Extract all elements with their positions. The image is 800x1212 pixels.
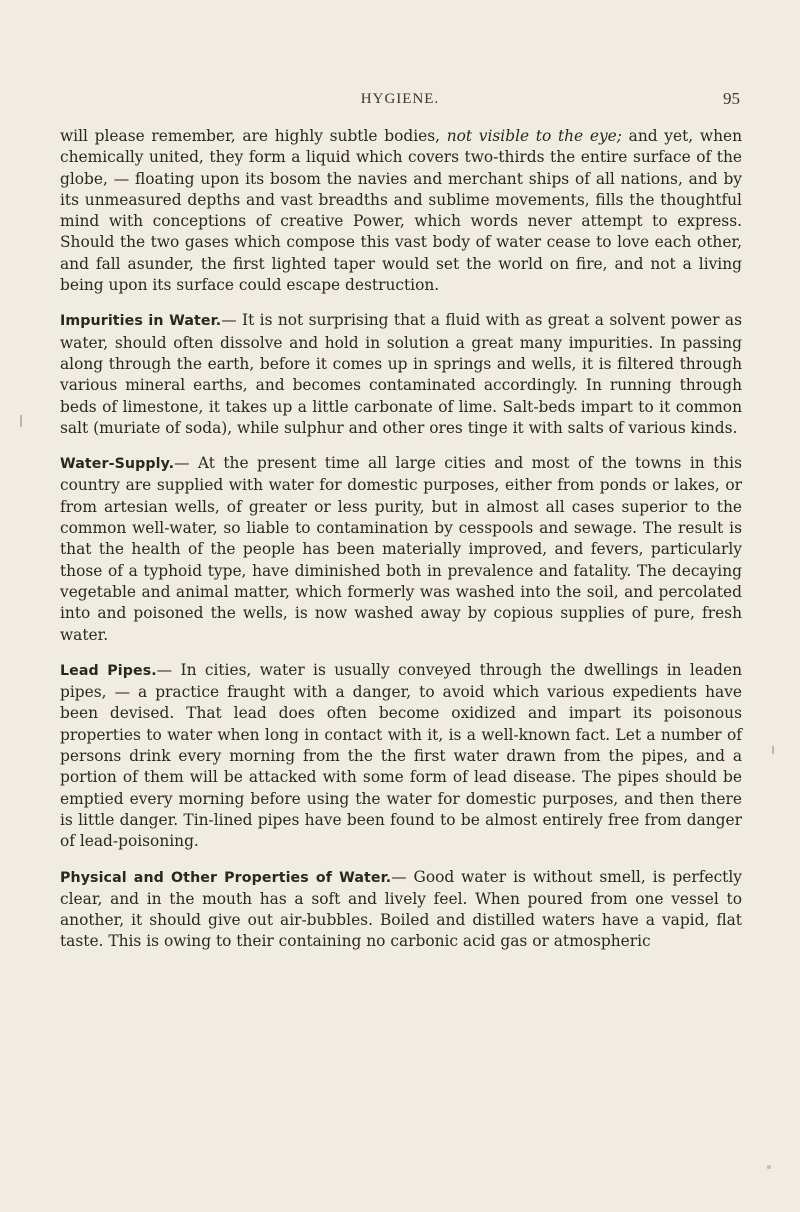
paragraph-intro [60,126,742,296]
paragraph-lead-pipes [60,660,742,853]
paragraph-intro-emphasis: not visible to the eye; [446,127,622,145]
heading-water-supply: Water-Supply. [60,456,175,473]
heading-dash: — [221,311,237,330]
margin-mark [772,746,774,754]
heading-impurities-in-water: Impurities in Water. [60,313,222,330]
paragraph-intro-text-a: will please remember, are highly subtle bodies, [60,127,447,145]
paragraph-intro-text-b: and yet, when chemically united, they form a liquid which covers two-thirds the entire surface of the globe, — floating upon its bosom the navies and merchant ships of all nations, and by its unmeasured depths and vast breadths and sublime movements, fills the thoughtful mind with conceptions of creative Power, which words never attempt to express. Should the two gases which compose this vast body of water cease to love each other, and fall asunder, the first lighted taper would set the world on fire, and not a living being upon its surface could escape destruction. [60,127,742,295]
paragraph-lead-pipes-text: In cities, water is usually conveyed through the dwellings in leaden pipes, — a practice fraught with a danger, to avoid which various expedients have been devised. That lead does often become oxidized and impart its poisonous properties to water when long in contact with it, is a well-known fact. Let a number of persons drink every morning from the the first water drawn from the pipes, and a portion of them will be attacked with some form of lead disease. The pipes should be emptied every morning before using the water for domestic purposes, and then there is little danger. Tin-lined pipes have been found to be almost entirely free from danger of lead-poisoning. [60,660,743,851]
heading-dash: — [156,660,173,679]
margin-mark [767,1165,771,1169]
page-number: 95 [723,89,740,108]
heading-physical-properties: Physical and Other Properties of Water. [60,869,392,886]
heading-dash: — [391,867,407,886]
paragraph-impurities [60,310,742,439]
heading-dash: — [174,454,190,473]
body-text [60,126,742,967]
paragraph-water-supply-text: At the present time all large cities and most of the towns in this country are supplied with water for domestic purposes, either from ponds or lakes, or from artesian wells, of greater or less purity, but in almost all cases superior to the common well-water, so liable to contamination by cesspools and sewage. The result is that the health of the people has been materially improved, and fevers, particularly those of a typhoid type, have diminished both in prevalence and fatality. The decaying vegetable and animal matter, which formerly was washed into the soil, and percolated into and poisoned the wells, is now washed away by copious supplies of pure, fresh water. [60,454,742,644]
paragraph-physical-properties-text: Good water is without smell, is perfectly clear, and in the mouth has a soft and lively feel. When poured from one vessel to another, it should give out air-bubbles. Boiled and distilled waters have a vapid, flat taste. This is owing to their containing no carbonic acid gas or atmospheric [60,867,742,951]
heading-lead-pipes: Lead Pipes. [60,662,157,679]
paragraph-physical-properties [60,867,742,953]
page-header [60,91,740,115]
running-head: HYGIENE. [360,91,440,107]
paragraph-impurities-text: It is not surprising that a fluid with as great a solvent power as water, should often dissolve and hold in solution a great many impurities. In passing along through the earth, before it comes up in springs and wells, it is filtered through various mineral earths, and becomes contaminated accordingly. In running through beds of limestone, it takes up a little carbonate of lime. Salt-beds impart to it common salt (muriate of soda), while sulphur and other ores tinge it with salts of various kinds. [60,311,742,437]
paragraph-water-supply [60,453,742,646]
margin-mark [20,415,22,427]
